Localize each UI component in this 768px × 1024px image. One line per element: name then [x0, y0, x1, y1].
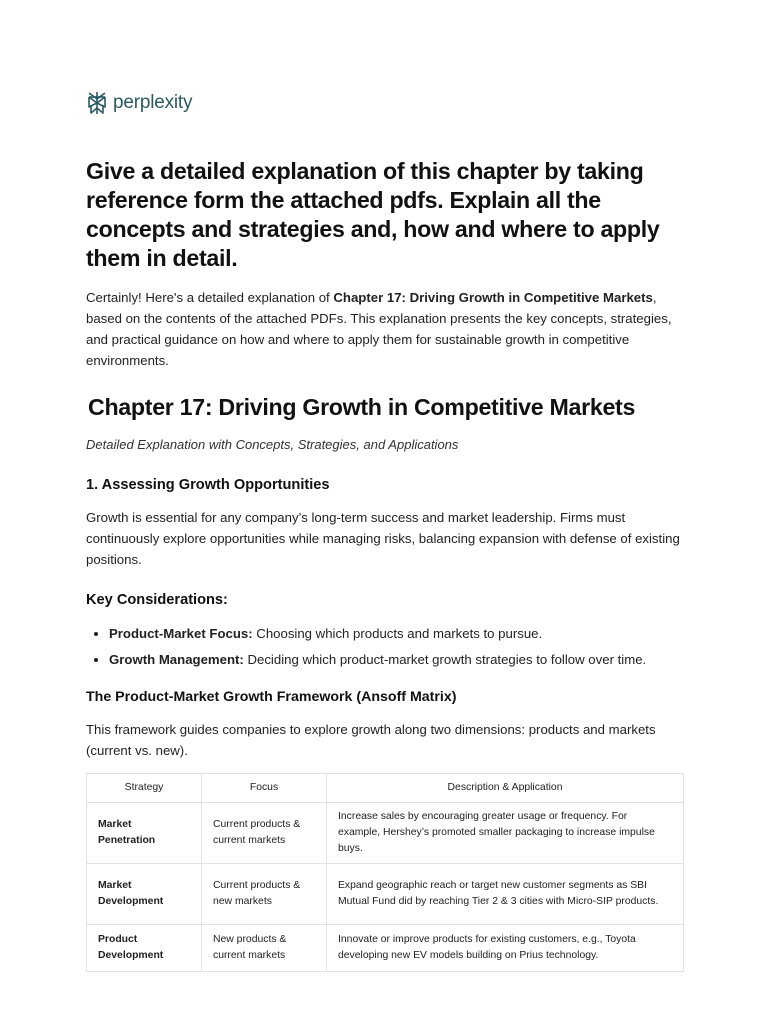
list-item-text: Choosing which products and markets to pursue. — [252, 626, 543, 641]
list-item-term: Product-Market Focus: — [109, 626, 253, 641]
chapter-title: Chapter 17: Driving Growth in Competitive Markets — [88, 394, 636, 420]
description-cell: Expand geographic reach or target new customer segments as SBI Mutual Fund did by reaching Tier 2 & 3 cities with Micro-SIP products. — [327, 864, 684, 925]
focus-cell: Current products & current markets — [202, 803, 327, 864]
framework-body: This framework guides companies to explore growth along two dimensions: products and markets (current vs. new). — [86, 722, 656, 758]
list-item — [109, 649, 686, 670]
chapter-subtitle: Detailed Explanation with Concepts, Strategies, and Applications — [86, 437, 459, 452]
key-considerations-list — [86, 623, 686, 670]
brand-logo — [86, 88, 686, 118]
section-body: Growth is essential for any company’s long-term success and market leadership. Firms must continuously explore opportunities while managing risks, balancing expansion with defense of existing positions. — [86, 510, 680, 567]
list-item-text: Deciding which product-market growth strategies to follow over time. — [243, 652, 647, 667]
key-considerations-heading: Key Considerations: — [86, 592, 228, 608]
strategy-cell: Market Development — [87, 864, 202, 925]
table-row — [87, 864, 684, 925]
strategy-cell: Market Penetration — [87, 803, 202, 864]
description-cell: Increase sales by encouraging greater usage or frequency. For example, Hershey’s promoted smaller packaging to increase impulse buys. — [327, 803, 684, 864]
intro-text-end: , based on the contents of the attached PDFs. This explanation presents the key concepts, strategies, and practical guidance on how and where to apply them for sustainable growth in competitive environments. — [86, 290, 672, 368]
column-header-description: Description & Application — [327, 774, 684, 803]
answer-page — [86, 88, 686, 972]
intro-text-start: Certainly! Here's a detailed explanation of — [86, 290, 334, 305]
table-row — [87, 803, 684, 864]
perplexity-logo-icon — [86, 91, 108, 115]
question-heading: Give a detailed explanation of this chapter by taking reference form the attached pdfs. Explain all the concepts and strategies and, how and where to apply them in detail. — [86, 158, 660, 271]
ansoff-table — [86, 773, 684, 972]
intro-chapter-title: Chapter 17: Driving Growth in Competitive Markets — [333, 290, 653, 305]
list-item — [109, 623, 686, 644]
focus-cell: Current products & new markets — [202, 864, 327, 925]
focus-cell: New products & current markets — [202, 925, 327, 972]
column-header-focus: Focus — [202, 774, 327, 803]
brand-name: perplexity — [113, 92, 193, 113]
strategy-cell: Product Development — [87, 925, 202, 972]
list-item-term: Growth Management: — [109, 652, 244, 667]
intro-paragraph — [86, 287, 686, 371]
table-header-row — [87, 774, 684, 803]
column-header-strategy: Strategy — [87, 774, 202, 803]
framework-heading: The Product-Market Growth Framework (Ansoff Matrix) — [86, 689, 457, 705]
section-heading: 1. Assessing Growth Opportunities — [86, 477, 330, 493]
description-cell: Innovate or improve products for existing customers, e.g., Toyota developing new EV models building on Prius technology. — [327, 925, 684, 972]
table-row — [87, 925, 684, 972]
